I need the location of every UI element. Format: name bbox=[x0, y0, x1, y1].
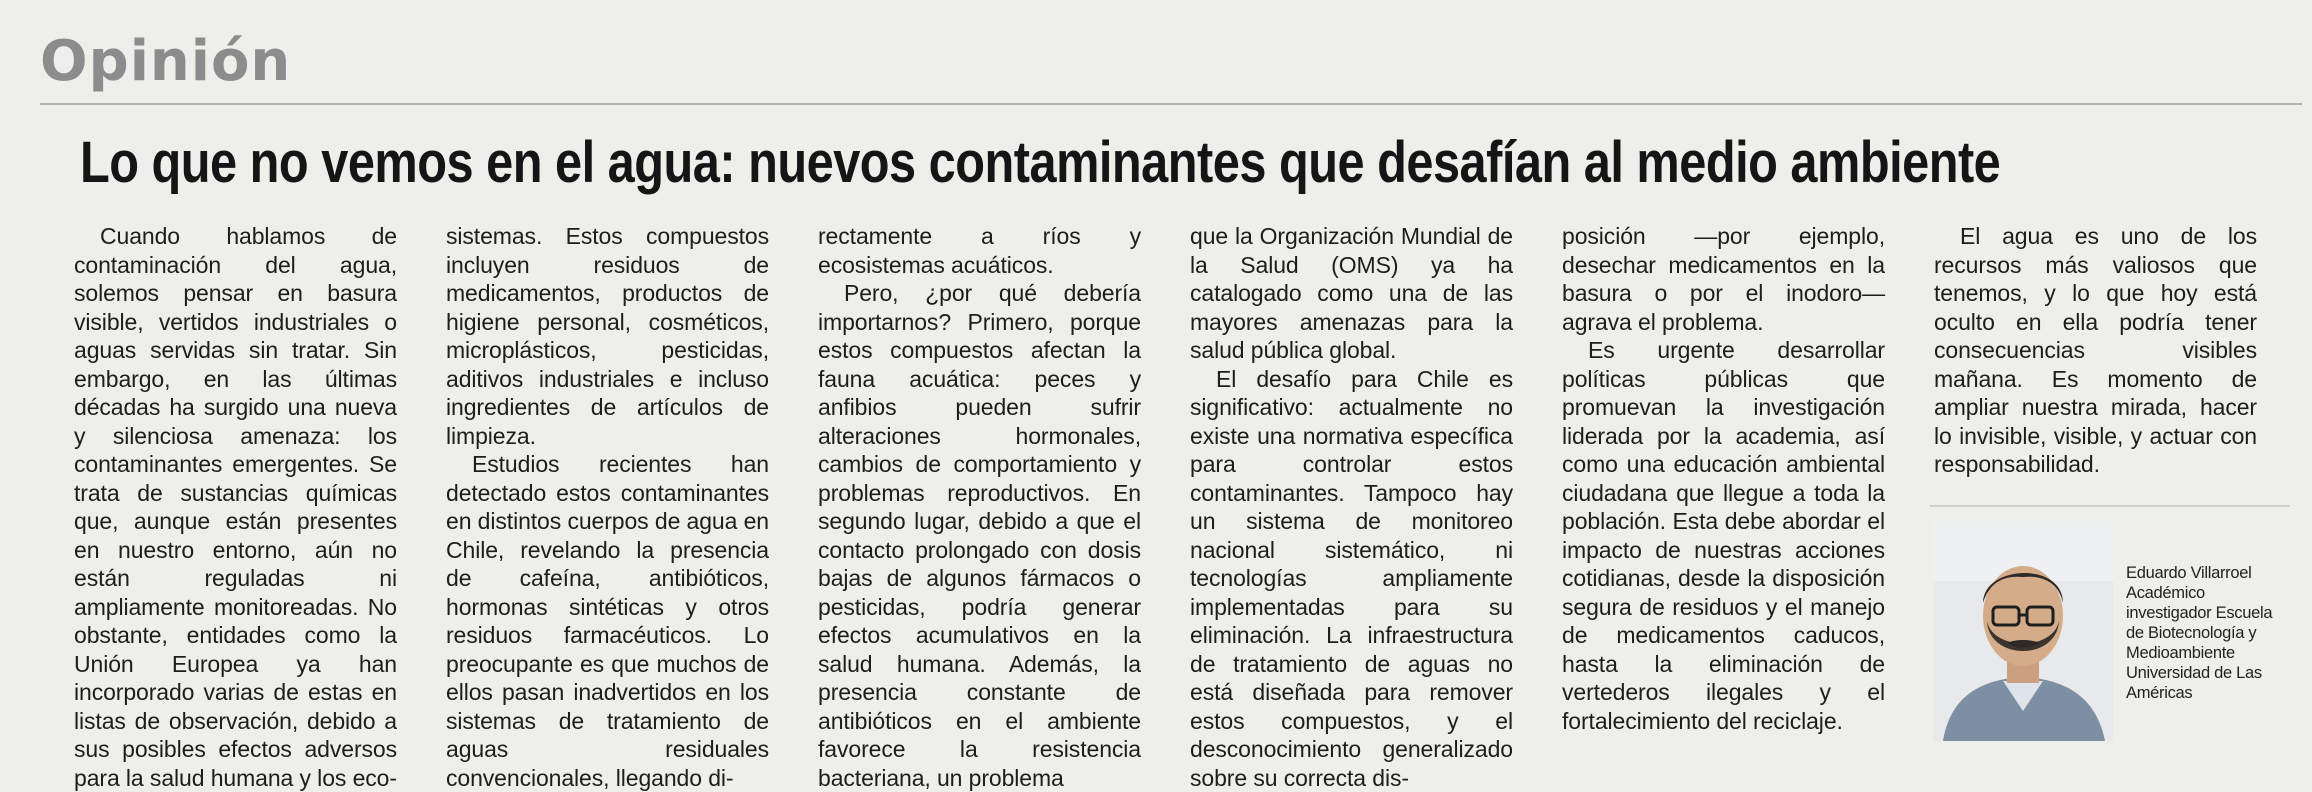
author-photo bbox=[1933, 521, 2113, 741]
author-name: Eduardo Villarroel bbox=[2126, 563, 2296, 583]
article-column-6 bbox=[1934, 222, 2257, 479]
section-title: Opinión bbox=[40, 24, 291, 100]
paragraph: que la Organización Mundial de la Salud (OMS) ya ha catalogado como una de las mayores amenazas para la salud pública global. bbox=[1190, 222, 1513, 365]
section-divider bbox=[40, 103, 2302, 105]
article-column-1 bbox=[74, 222, 397, 792]
article-column-3 bbox=[818, 222, 1141, 792]
author-box bbox=[1930, 505, 2290, 755]
article-headline: Lo que no vemos en el agua: nuevos contaminantes que desafían al medio ambiente bbox=[80, 126, 1894, 200]
paragraph: Es urgente desarrollar políticas públicas que promuevan la investigación liderada por la academia, así como una educación ambiental ciudadana que llegue a toda la población. Esta debe abordar el impacto de nuestras acciones cotidianas, desde la disposición segura de residuos y el manejo de medicamentos caducos, hasta la eliminación de vertederos ilegales y el fortalecimiento del reciclaje. bbox=[1562, 336, 1885, 735]
paragraph: posición —por ejemplo, desechar medicamentos en la basura o por el inodoro— agrava el problema. bbox=[1562, 222, 1885, 336]
paragraph: El desafío para Chile es significativo: actualmente no existe una normativa específica para controlar estos contaminantes. Tampoco hay un sistema de monitoreo nacional sistemático, ni tecnologías ampliamente implementadas para su eliminación. La infraestructura de tratamiento de aguas no está diseñada para remover estos compuestos, y el desconocimiento generalizado sobre su correcta dis- bbox=[1190, 365, 1513, 792]
article-column-4 bbox=[1190, 222, 1513, 792]
author-title-line: de Biotecnología y bbox=[2126, 623, 2296, 643]
author-title-line: Américas bbox=[2126, 683, 2296, 703]
paragraph: rectamente a ríos y ecosistemas acuáticos. bbox=[818, 222, 1141, 279]
article-column-5 bbox=[1562, 222, 1885, 735]
author-title-line: Académico bbox=[2126, 583, 2296, 603]
author-title-line: investigador Escuela bbox=[2126, 603, 2296, 623]
paragraph: Cuando hablamos de contaminación del agua, solemos pensar en basura visible, vertidos industriales o aguas servidas sin tratar. Sin embargo, en las últimas décadas ha surgido una nueva y silenciosa amenaza: los contaminantes emergentes. Se trata de sustancias químicas que, aunque están presentes en nuestro entorno, aún no están reguladas ni ampliamente monitoreadas. No obstante, entidades como la Unión Europea ya han incorporado varias de estas en listas de observación, debido a sus posibles efectos adversos para la salud humana y los eco- bbox=[74, 222, 397, 792]
paragraph: sistemas. Estos compuestos incluyen residuos de medicamentos, productos de higiene personal, cosméticos, microplásticos, pesticidas, aditivos industriales e incluso ingredientes de artículos de limpieza. bbox=[446, 222, 769, 450]
author-title-line: Medioambiente bbox=[2126, 643, 2296, 663]
author-title-line: Universidad de Las bbox=[2126, 663, 2296, 683]
paragraph: El agua es uno de los recursos más valiosos que tenemos, y lo que hoy está oculto en ella podría tener consecuencias visibles mañana. Es momento de ampliar nuestra mirada, hacer lo invisible, visible, y actuar con responsabilidad. bbox=[1934, 222, 2257, 479]
paragraph: Estudios recientes han detectado estos contaminantes en distintos cuerpos de agua en Chile, revelando la presencia de cafeína, antibióticos, hormonas sintéticas y otros residuos farmacéuticos. Lo preocupante es que muchos de ellos pasan inadvertidos en los sistemas de tratamiento de aguas residuales convencionales, llegando di- bbox=[446, 450, 769, 792]
author-credit bbox=[2126, 563, 2296, 703]
paragraph: Pero, ¿por qué debería importarnos? Primero, porque estos compuestos afectan la fauna acuática: peces y anfibios pueden sufrir alteraciones hormonales, cambios de comportamiento y problemas reproductivos. En segundo lugar, debido a que el contacto prolongado con dosis bajas de algunos fármacos o pesticidas, podría generar efectos acumulativos en la salud humana. Además, la presencia constante de antibióticos en el ambiente favorece la resistencia bacteriana, un problema bbox=[818, 279, 1141, 792]
article-column-2 bbox=[446, 222, 769, 792]
